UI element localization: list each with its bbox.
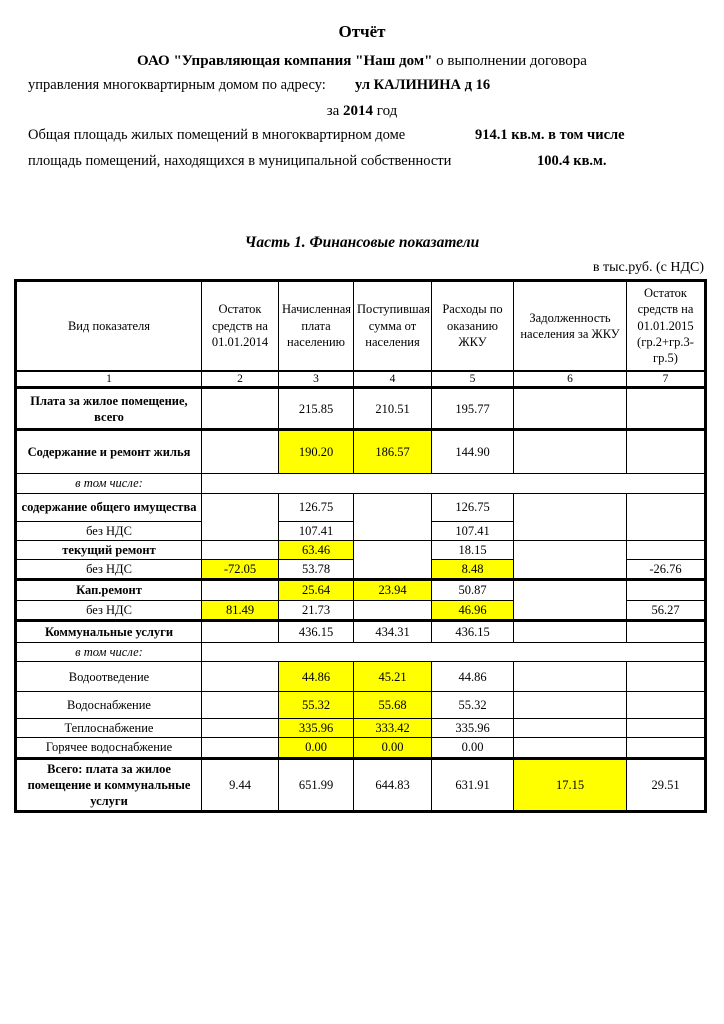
- cell-kap-c4: 23.94: [354, 580, 432, 600]
- cell-soderzh-c6: [514, 430, 627, 474]
- row-vodosnabzhenie: [16, 692, 706, 719]
- cell-vodosnab-c3: 55.32: [279, 692, 354, 719]
- row-band-v-tom-chisle-1: [16, 474, 706, 493]
- col-header-ostatok-2015: Остаток средств на 01.01.2015 (гр.2+гр.3-гр.5): [627, 281, 706, 371]
- cell-bez-nds3-c2: 81.49: [202, 600, 279, 620]
- row-label-goryachee: Горячее водоснабжение: [16, 738, 202, 758]
- cell-vodootv-c2: [202, 662, 279, 692]
- cell-plata-c5: 195.77: [432, 388, 514, 430]
- area-total-line: [0, 127, 724, 148]
- row-label-vodosnabzhenie: Водоснабжение: [16, 692, 202, 719]
- cell-gor-c7: [627, 738, 706, 758]
- cell-soderzh-c4: 186.57: [354, 430, 432, 474]
- row-band-v-tom-chisle-2: [16, 642, 706, 661]
- cell-bez-nds3-c5: 46.96: [432, 600, 514, 620]
- cell-bez-nds2-c7: -26.76: [627, 560, 706, 580]
- area-municipal-value: 100.4 кв.м.: [537, 153, 607, 169]
- cell-kap-c6: [514, 580, 627, 621]
- year-prefix: за: [326, 103, 340, 119]
- cell-plata-c4: 210.51: [354, 388, 432, 430]
- col-header-zadolzhennost: Задолженность населения за ЖКУ: [514, 281, 627, 371]
- doc-subtitle: [0, 53, 724, 70]
- col-header-rashody: Расходы по оказанию ЖКУ: [432, 281, 514, 371]
- cell-vsego-c6: 17.15: [514, 758, 627, 812]
- cell-sod-obsh-c5: 126.75: [432, 493, 514, 521]
- row-soderzhanie-remont: [16, 430, 706, 474]
- col-num-6: 6: [514, 371, 627, 388]
- area-municipal-line: [0, 153, 724, 174]
- col-num-7: 7: [627, 371, 706, 388]
- cell-bez-nds1-c5: 107.41: [432, 521, 514, 540]
- cell-sod-obsh-c6: [514, 493, 627, 540]
- cell-tek-c4: [354, 540, 432, 580]
- address-line: [0, 77, 724, 98]
- cell-soderzh-c7: [627, 430, 706, 474]
- cell-vodosnab-c2: [202, 692, 279, 719]
- area-total-label: Общая площадь жилых помещений в многоквартирном доме: [28, 127, 406, 143]
- col-num-2: 2: [202, 371, 279, 388]
- row-label-teplosnabzhenie: Теплоснабжение: [16, 719, 202, 738]
- cell-tek-c7: [627, 540, 706, 559]
- cell-kommun-c3: 436.15: [279, 620, 354, 642]
- cell-plata-c7: [627, 388, 706, 430]
- cell-vodootv-c3: 44.86: [279, 662, 354, 692]
- cell-teplo-c4: 333.42: [354, 719, 432, 738]
- org-name: ОАО "Управляющая компания "Наш дом": [137, 53, 433, 69]
- cell-vsego-c7: 29.51: [627, 758, 706, 812]
- cell-soderzh-c5: 144.90: [432, 430, 514, 474]
- row-kap-remont: [16, 580, 706, 600]
- cell-gor-c6: [514, 738, 627, 758]
- col-num-5: 5: [432, 371, 514, 388]
- year-line: [0, 103, 724, 120]
- cell-sod-obsh-c3: 126.75: [279, 493, 354, 521]
- row-label-bez-nds-3: без НДС: [16, 600, 202, 620]
- row-vsego: [16, 758, 706, 812]
- cell-gor-c2: [202, 738, 279, 758]
- col-header-vid: Вид показателя: [16, 281, 202, 371]
- header-row: [16, 281, 706, 371]
- cell-vodosnab-c5: 55.32: [432, 692, 514, 719]
- cell-gor-c4: 0.00: [354, 738, 432, 758]
- band1-spacer: [202, 474, 706, 493]
- cell-kommun-c4: 434.31: [354, 620, 432, 642]
- cell-kap-c3: 25.64: [279, 580, 354, 600]
- cell-kommun-c2: [202, 620, 279, 642]
- cell-kap-c7: [627, 580, 706, 600]
- cell-teplo-c2: [202, 719, 279, 738]
- cell-bez-nds2-c5: 8.48: [432, 560, 514, 580]
- cell-soderzh-c2: [202, 430, 279, 474]
- cell-kommun-c7: [627, 620, 706, 642]
- area-municipal-label: площадь помещений, находящихся в муниципальной собственности: [28, 153, 452, 169]
- row-teplosnabzhenie: [16, 719, 706, 738]
- cell-bez-nds1-c3: 107.41: [279, 521, 354, 540]
- cell-bez-nds3-c4: [354, 600, 432, 620]
- cell-vsego-c5: 631.91: [432, 758, 514, 812]
- cell-plata-c3: 215.85: [279, 388, 354, 430]
- units-note: в тыс.руб. (с НДС): [592, 260, 704, 275]
- col-header-ostatok-2014: Остаток средств на 01.01.2014: [202, 281, 279, 371]
- col-num-1: 1: [16, 371, 202, 388]
- org-subtitle-rest: о выполнении договора: [436, 53, 587, 69]
- cell-tek-c2: [202, 540, 279, 559]
- row-tekushchiy-remont: [16, 540, 706, 559]
- cell-plata-c6: [514, 388, 627, 430]
- cell-soderzh-c3: 190.20: [279, 430, 354, 474]
- row-label-vodootvedenie: Водоотведение: [16, 662, 202, 692]
- cell-kommun-c5: 436.15: [432, 620, 514, 642]
- col-num-3: 3: [279, 371, 354, 388]
- band2-label: в том числе:: [16, 642, 202, 661]
- band2-spacer: [202, 642, 706, 661]
- cell-teplo-c3: 335.96: [279, 719, 354, 738]
- cell-kommun-c6: [514, 620, 627, 642]
- row-label-plata: Плата за жилое помещение, всего: [16, 388, 202, 430]
- row-label-tekushchiy-remont: текущий ремонт: [16, 540, 202, 559]
- cell-vodootv-c4: 45.21: [354, 662, 432, 692]
- cell-vodootv-c6: [514, 662, 627, 692]
- row-label-bez-nds-2: без НДС: [16, 560, 202, 580]
- cell-vsego-c3: 651.99: [279, 758, 354, 812]
- area-total-value: 914.1 кв.м. в том числе: [475, 127, 625, 143]
- cell-sod-obsh-c7: [627, 493, 706, 540]
- cell-gor-c5: 0.00: [432, 738, 514, 758]
- row-label-sod-obsh-imush: содержание общего имущества: [16, 493, 202, 521]
- year-value: 2014: [343, 103, 374, 119]
- row-label-vsego: Всего: плата за жилое помещение и коммунальные услуги: [16, 758, 202, 812]
- row-plata: [16, 388, 706, 430]
- cell-vodootv-c5: 44.86: [432, 662, 514, 692]
- row-sod-obsh-imush: [16, 493, 706, 521]
- cell-vodosnab-c4: 55.68: [354, 692, 432, 719]
- col-header-postupivshaya: Поступившая сумма от населения: [354, 281, 432, 371]
- cell-vsego-c2: 9.44: [202, 758, 279, 812]
- cell-tek-c6: [514, 540, 627, 580]
- cell-kap-c5: 50.87: [432, 580, 514, 600]
- cell-bez-nds3-c3: 21.73: [279, 600, 354, 620]
- row-label-bez-nds-1: без НДС: [16, 521, 202, 540]
- row-vodootvedenie: [16, 662, 706, 692]
- row-goryachee-vodosnabzhenie: [16, 738, 706, 758]
- column-numbers-row: [16, 371, 706, 388]
- col-num-4: 4: [354, 371, 432, 388]
- cell-vodootv-c7: [627, 662, 706, 692]
- band1-label: в том числе:: [16, 474, 202, 493]
- cell-gor-c3: 0.00: [279, 738, 354, 758]
- row-label-kap-remont: Кап.ремонт: [16, 580, 202, 600]
- cell-plata-c2: [202, 388, 279, 430]
- col-header-nachislennaya: Начисленная плата населению: [279, 281, 354, 371]
- row-kommunalnye: [16, 620, 706, 642]
- cell-bez-nds3-c7: 56.27: [627, 600, 706, 620]
- cell-kap-c2: [202, 580, 279, 600]
- address-value: ул КАЛИНИНА д 16: [355, 77, 491, 93]
- cell-sod-obsh-c4: [354, 493, 432, 540]
- row-label-kommunalnye: Коммунальные услуги: [16, 620, 202, 642]
- year-suffix: год: [376, 103, 398, 119]
- cell-vodosnab-c7: [627, 692, 706, 719]
- cell-bez-nds2-c3: 53.78: [279, 560, 354, 580]
- cell-vsego-c4: 644.83: [354, 758, 432, 812]
- cell-teplo-c7: [627, 719, 706, 738]
- cell-teplo-c6: [514, 719, 627, 738]
- row-label-soderzhanie-remont: Содержание и ремонт жилья: [16, 430, 202, 474]
- cell-bez-nds2-c2: -72.05: [202, 560, 279, 580]
- cell-teplo-c5: 335.96: [432, 719, 514, 738]
- financial-table: [14, 279, 707, 813]
- cell-tek-c5: 18.15: [432, 540, 514, 559]
- address-label: управления многоквартирным домом по адресу:: [28, 77, 326, 93]
- section-title: Часть 1. Финансовые показатели: [244, 234, 480, 251]
- cell-tek-c3: 63.46: [279, 540, 354, 559]
- cell-sod-obsh-c2: [202, 493, 279, 540]
- doc-title: Отчёт: [338, 22, 386, 41]
- cell-vodosnab-c6: [514, 692, 627, 719]
